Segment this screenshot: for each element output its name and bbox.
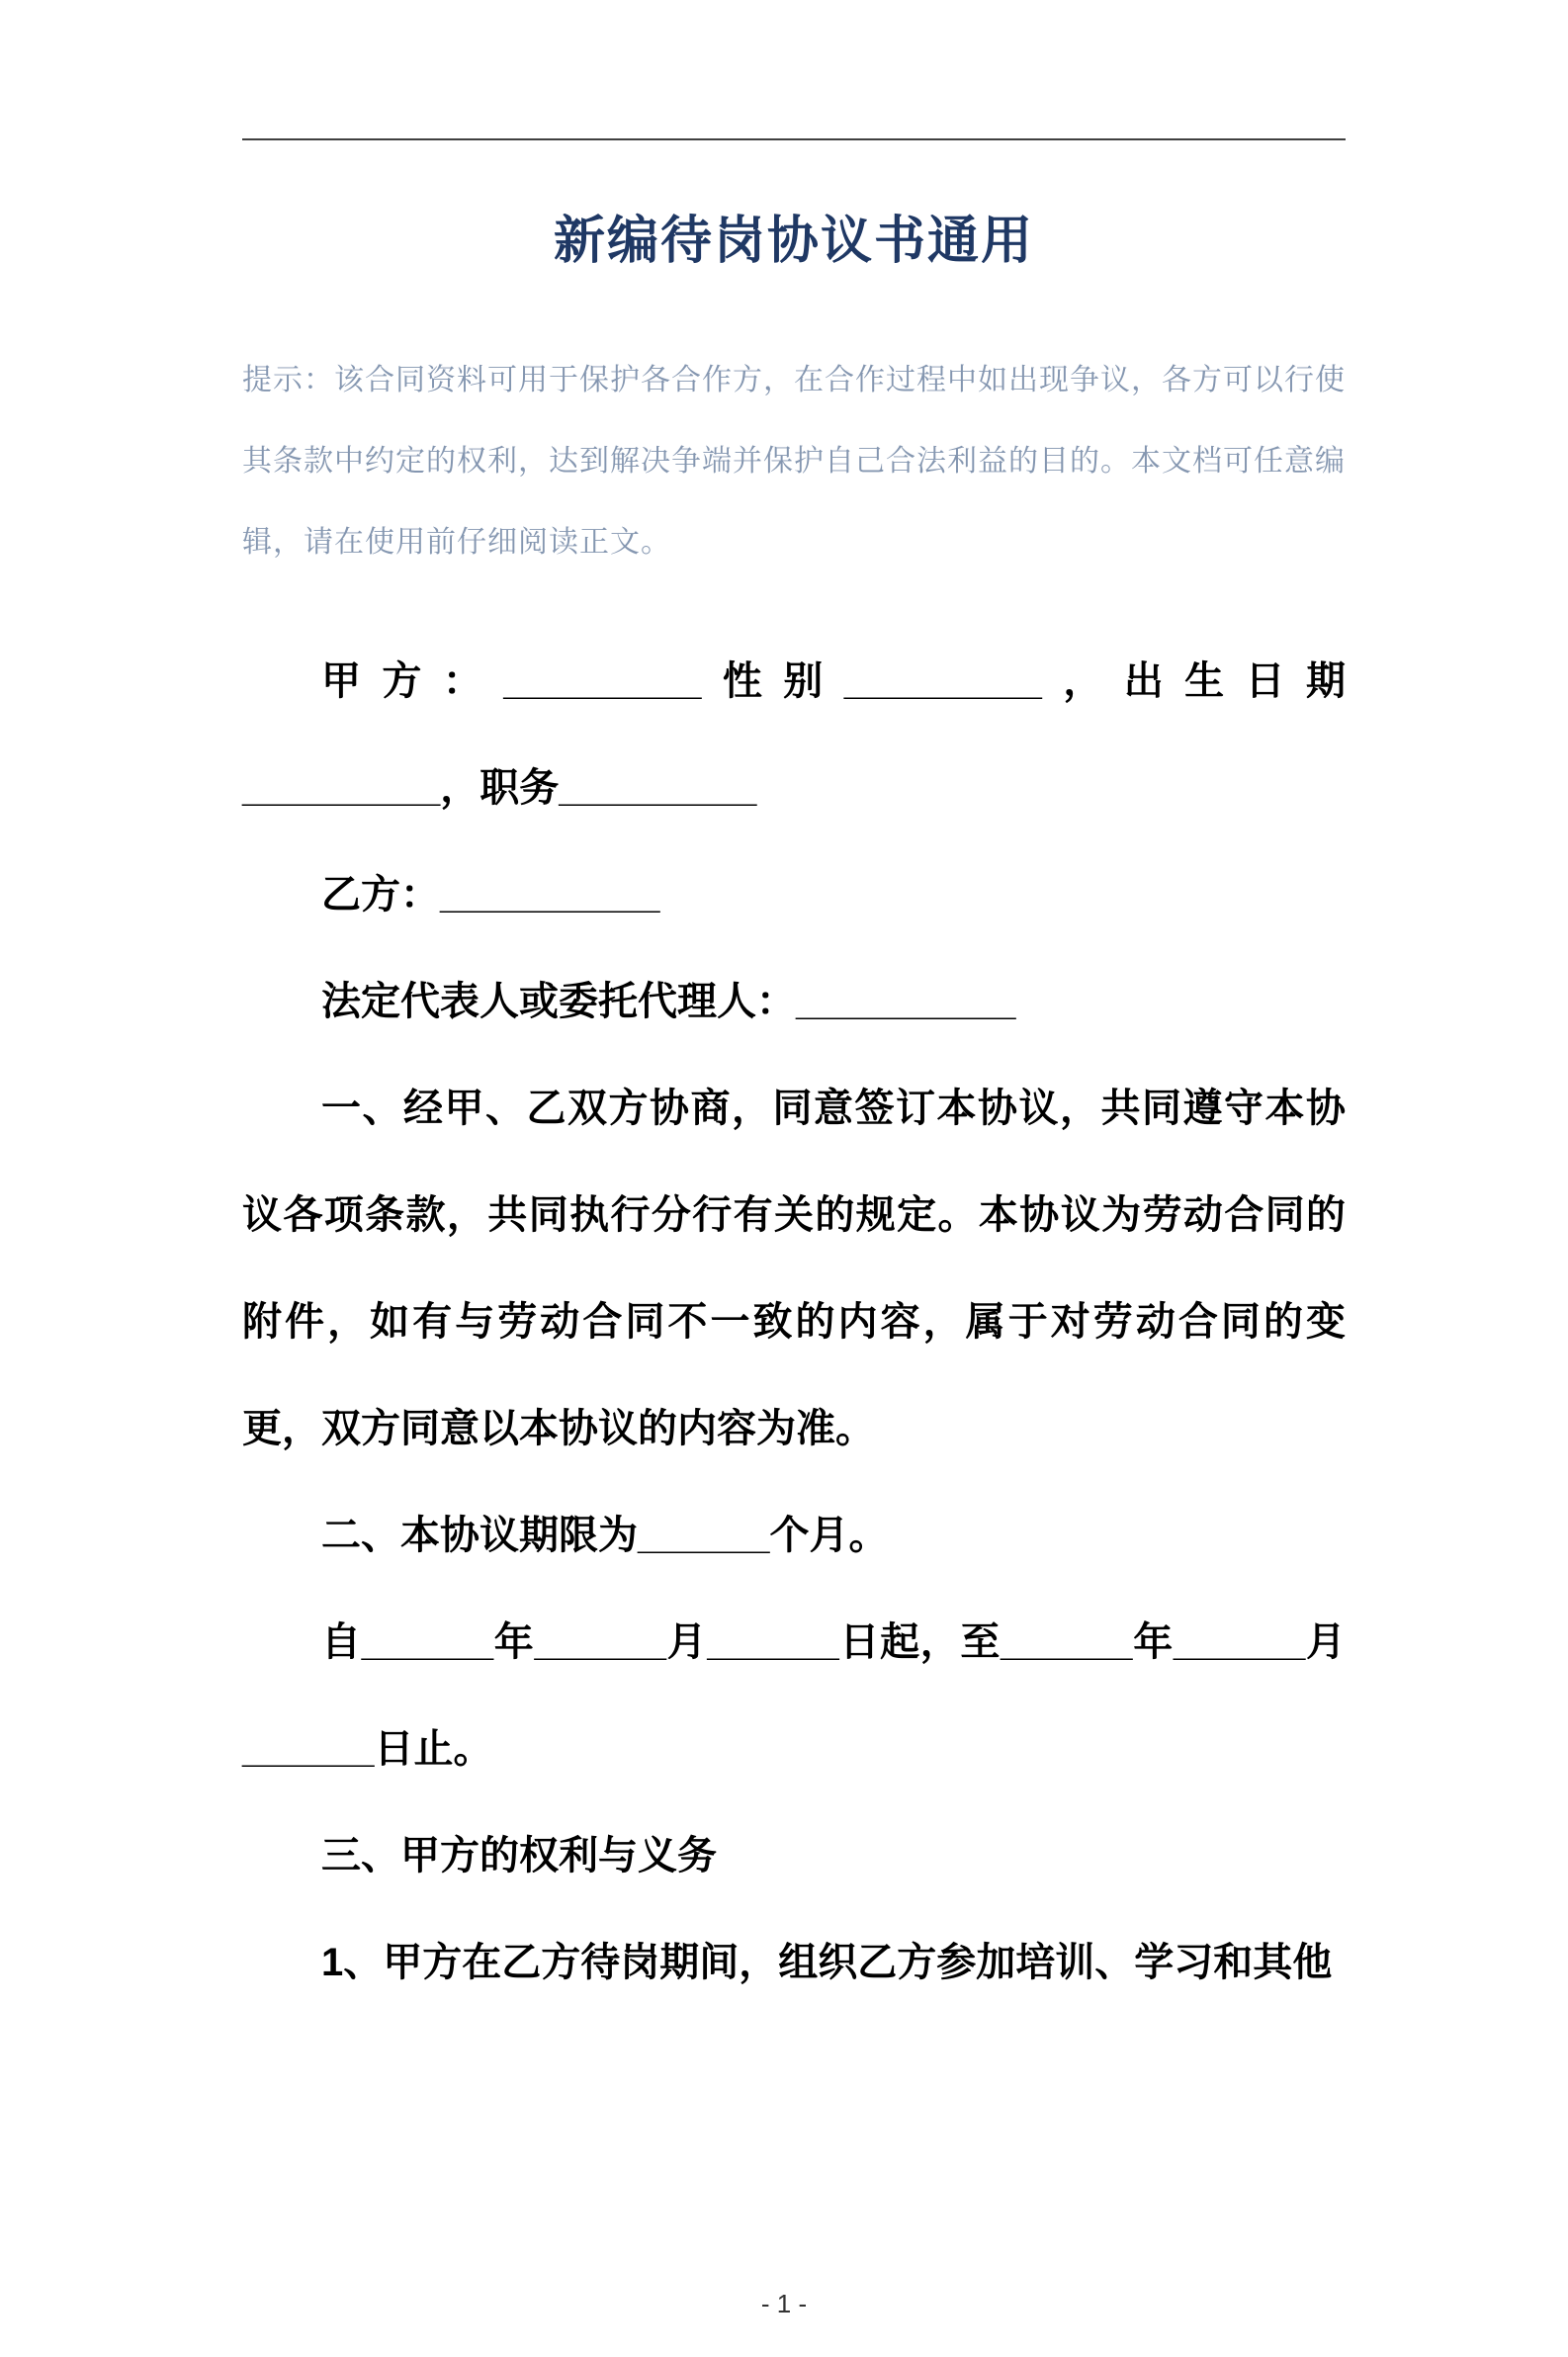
clause-3-item-1: 1、甲方在乙方待岗期间，组织乙方参加培训、学习和其他 xyxy=(321,1941,1333,1984)
document-title: 新编待岗协议书通用 xyxy=(553,213,1034,270)
page-number: - 1 - xyxy=(760,2289,808,2318)
clause-1-agreement: 一、经甲、乙双方协商，同意签订本协议，共同遵守本协议各项条款，共同执行分行有关的规定。本协议为劳动合同的附件，如有与劳动合同不一致的内容，属于对劳动合同的变更，双方同意以本协议的内容为准。 xyxy=(242,1087,1346,1450)
usage-notice: 提示：该合同资料可用于保护各合作方，在合作过程中如出现争议，各方可以行使其条款中约定的权利，达到解决争端并保护自己合法利益的目的。本文档可任意编辑，请在使用前仔细阅读正文。 xyxy=(242,364,1346,559)
document-content xyxy=(0,206,1568,2016)
party-b-line: 乙方：__________ xyxy=(321,873,660,917)
header-divider xyxy=(242,138,1346,140)
party-a-line: 甲方：_________性别_________，出生日期_________，职务_________ xyxy=(242,659,1346,810)
document-page xyxy=(0,138,1568,2357)
legal-representative-line: 法定代表人或委托代理人：__________ xyxy=(321,980,1016,1023)
contract-body xyxy=(242,628,1346,2016)
clause-3-heading: 三、甲方的权利与义务 xyxy=(321,1834,717,1877)
clause-2-duration: 二、本协议期限为______个月。 xyxy=(321,1514,889,1557)
clause-2-dates: 自______年______月______日起，至______年______月______日止。 xyxy=(242,1620,1346,1771)
